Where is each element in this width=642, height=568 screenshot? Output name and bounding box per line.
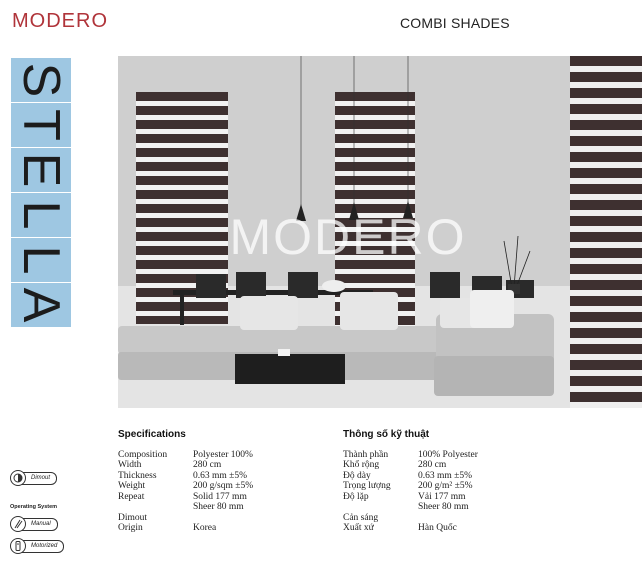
blind-stripe	[570, 328, 642, 338]
spec-row: Thành phần 100% Polyester	[343, 449, 478, 460]
blind-stripe	[570, 168, 642, 178]
blind-stripe	[335, 148, 415, 157]
spec-row: Repeat Solid 177 mm	[118, 491, 247, 502]
blind-stripe	[136, 204, 228, 213]
blind-stripe	[570, 104, 642, 114]
blind-stripe	[136, 190, 228, 199]
blind-stripe	[136, 218, 228, 227]
manual-badge: Manual	[12, 518, 58, 531]
specifications-vi	[343, 430, 478, 534]
blind-stripe	[570, 184, 642, 194]
specifications-en	[118, 430, 253, 534]
blind-stripe	[570, 296, 642, 306]
blind-stripe	[335, 134, 415, 143]
blind-stripe	[570, 72, 642, 82]
blind-stripe	[570, 360, 642, 370]
spec-row: Cản sáng	[343, 512, 379, 523]
blind-stripe	[335, 176, 415, 185]
product-letter: A	[11, 283, 71, 327]
blind-stripe	[335, 274, 415, 283]
blind-stripe	[570, 120, 642, 130]
spec-row: Dimout	[118, 512, 148, 523]
blind-stripe	[570, 232, 642, 242]
spec-row: Trọng lượng 200 g/m² ±5%	[343, 481, 473, 491]
blind-stripe	[570, 88, 642, 98]
spec-row: Sheer 80 mm	[418, 502, 469, 512]
blind-stripe	[136, 176, 228, 185]
blind-stripe	[570, 248, 642, 258]
blind-stripe	[570, 376, 642, 386]
spec-row: Width 280 cm	[118, 460, 222, 470]
spec-row: Độ lặp Vải 177 mm	[343, 491, 466, 502]
spec-row: Thickness 0.63 mm ±5%	[118, 470, 248, 481]
blind-stripe	[570, 264, 642, 274]
brand-logo: MODERO	[12, 10, 108, 32]
spec-row: Origin Korea	[118, 523, 217, 533]
operating-system-label: Operating System	[10, 504, 58, 510]
blind-stripe	[335, 162, 415, 171]
specifications-title-vi: Thông số kỹ thuật	[343, 429, 430, 440]
blind-stripe	[136, 246, 228, 255]
blind-stripe	[570, 216, 642, 226]
product-name-vertical	[11, 58, 71, 328]
blind-stripe	[136, 92, 228, 101]
blind-stripe	[335, 120, 415, 129]
spec-row: Xuất xứ Hàn Quốc	[343, 523, 457, 533]
remote-control-icon	[10, 538, 26, 554]
blind-stripe	[570, 152, 642, 162]
specifications-title: Specifications	[118, 429, 186, 440]
blind-stripe	[136, 148, 228, 157]
spec-row: Khổ rộng 280 cm	[343, 460, 447, 470]
spec-row: Weight 200 g/sqm ±5%	[118, 481, 254, 491]
blind-stripe	[335, 106, 415, 115]
blind-stripe	[335, 92, 415, 101]
manual-chain-icon	[10, 516, 26, 532]
blind-stripe	[570, 392, 642, 402]
blind-stripe	[136, 106, 228, 115]
product-letter: E	[11, 148, 71, 192]
blind-stripe	[136, 162, 228, 171]
product-photo	[118, 56, 642, 408]
spec-row: Độ dày 0.63 mm ±5%	[343, 470, 473, 481]
blind-stripe	[136, 232, 228, 241]
blind-stripe	[136, 134, 228, 143]
blind-stripe	[570, 200, 642, 210]
product-letter: S	[11, 58, 71, 102]
blind-stripe	[570, 344, 642, 354]
blind-stripe	[570, 280, 642, 290]
product-category: COMBI SHADES	[400, 15, 510, 31]
blind-stripe	[570, 56, 642, 66]
blind-stripe	[570, 136, 642, 146]
watermark: MODERO	[229, 209, 467, 265]
product-letter: L	[11, 238, 71, 282]
blind-stripe	[136, 120, 228, 129]
blind-stripe	[335, 190, 415, 199]
spec-row: Sheer 80 mm	[193, 502, 244, 512]
dimout-badge: Dimout	[12, 472, 57, 485]
product-letter: L	[11, 193, 71, 237]
spec-row: Composition Polyester 100%	[118, 449, 253, 460]
blind-stripe	[136, 260, 228, 269]
motorized-badge: Motorized	[12, 540, 64, 553]
product-letter: T	[11, 103, 71, 147]
dimout-icon	[10, 470, 26, 486]
blind-stripe	[570, 312, 642, 322]
